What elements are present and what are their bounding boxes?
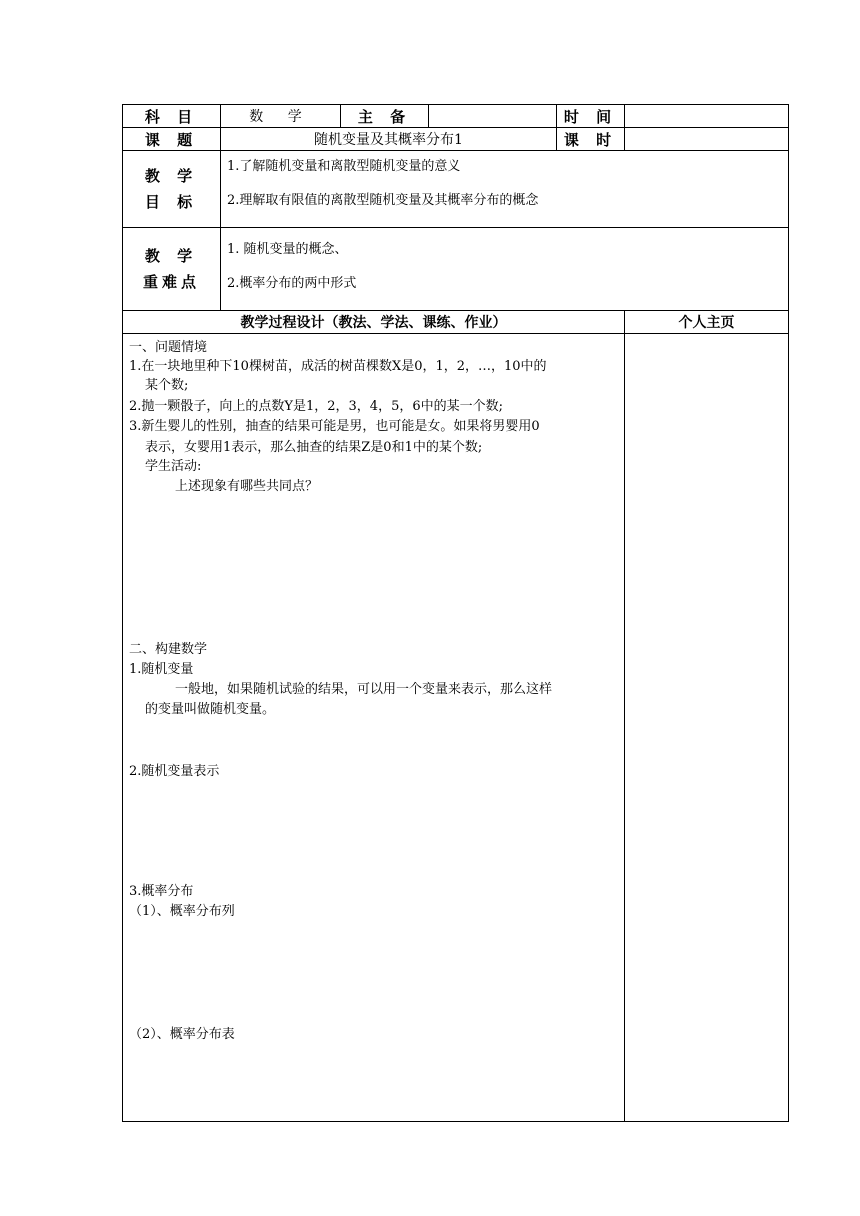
subject-label: 科 目 — [123, 105, 221, 128]
topic-label: 课 题 — [123, 128, 221, 151]
time-value — [625, 105, 789, 128]
key-points-row — [123, 228, 789, 311]
goals-label-line-1: 教 学 — [144, 167, 199, 185]
key-points-label-line-2: 重难点 — [142, 273, 200, 291]
key-point-item: 2.概率分布的两中形式 — [227, 276, 357, 291]
content-line: 一般地，如果随机试验的结果，可以用一个变量来表示，那么这样 — [175, 682, 553, 697]
process-header-row — [123, 311, 789, 334]
content-line: 1.随机变量 — [129, 662, 194, 677]
process-body-row — [123, 334, 789, 1122]
key-points-label-line-1: 教 学 — [144, 247, 199, 265]
content-line: 某个数; — [145, 378, 189, 393]
period-value — [625, 128, 789, 151]
period-label: 课 时 — [557, 128, 625, 151]
key-point-item: 1. 随机变量的概念、 — [227, 242, 348, 257]
content-line: 1.在一块地里种下10棵树苗，成活的树苗棵数X是0，1，2，…，10中的 — [129, 359, 547, 374]
content-line: 学生活动: — [145, 459, 202, 474]
goals-label-line-2: 目 标 — [144, 193, 199, 211]
preparer-label: 主 备 — [341, 105, 429, 128]
subject-value: 数 学 — [221, 105, 341, 128]
preparer-value — [429, 105, 557, 128]
lesson-plan-sheet — [122, 104, 788, 1122]
section-heading: 一、问题情境 — [129, 340, 208, 355]
process-content — [123, 334, 625, 1122]
content-line: 2.抛一颗骰子，向上的点数Y是1，2，3，4，5，6中的某一个数; — [129, 399, 503, 414]
content-line: 上述现象有哪些共同点？ — [175, 479, 319, 494]
topic-value: 随机变量及其概率分布1 — [221, 128, 557, 151]
content-line: 表示，女婴用1表示，那么抽查的结果Z是0和1中的某个数; — [145, 440, 483, 455]
header-row-topic — [123, 128, 789, 151]
content-line: （2）、概率分布表 — [129, 1027, 235, 1042]
key-points-label — [123, 228, 221, 311]
content-line: 2.随机变量表示 — [129, 764, 220, 779]
process-header: 教学过程设计（教法、学法、课练、作业） — [123, 311, 625, 334]
content-line: 的变量叫做随机变量。 — [145, 702, 276, 717]
personal-page-content — [625, 334, 789, 1122]
goal-item: 1.了解随机变量和离散型随机变量的意义 — [227, 159, 461, 174]
section-heading: 二、构建数学 — [129, 642, 208, 657]
goals-content — [221, 151, 789, 228]
goals-label — [123, 151, 221, 228]
content-line: 3.新生婴儿的性别，抽查的结果可能是男，也可能是女。如果将男婴用0 — [129, 419, 540, 434]
lesson-plan-table — [122, 104, 789, 1122]
goal-item: 2.理解取有限值的离散型随机变量及其概率分布的概念 — [227, 193, 539, 208]
personal-page-header: 个人主页 — [625, 311, 789, 334]
header-row-subject — [123, 105, 789, 128]
content-line: 3.概率分布 — [129, 884, 194, 899]
content-line: （1）、概率分布列 — [129, 904, 235, 919]
key-points-content — [221, 228, 789, 311]
goals-row — [123, 151, 789, 228]
time-label: 时 间 — [557, 105, 625, 128]
